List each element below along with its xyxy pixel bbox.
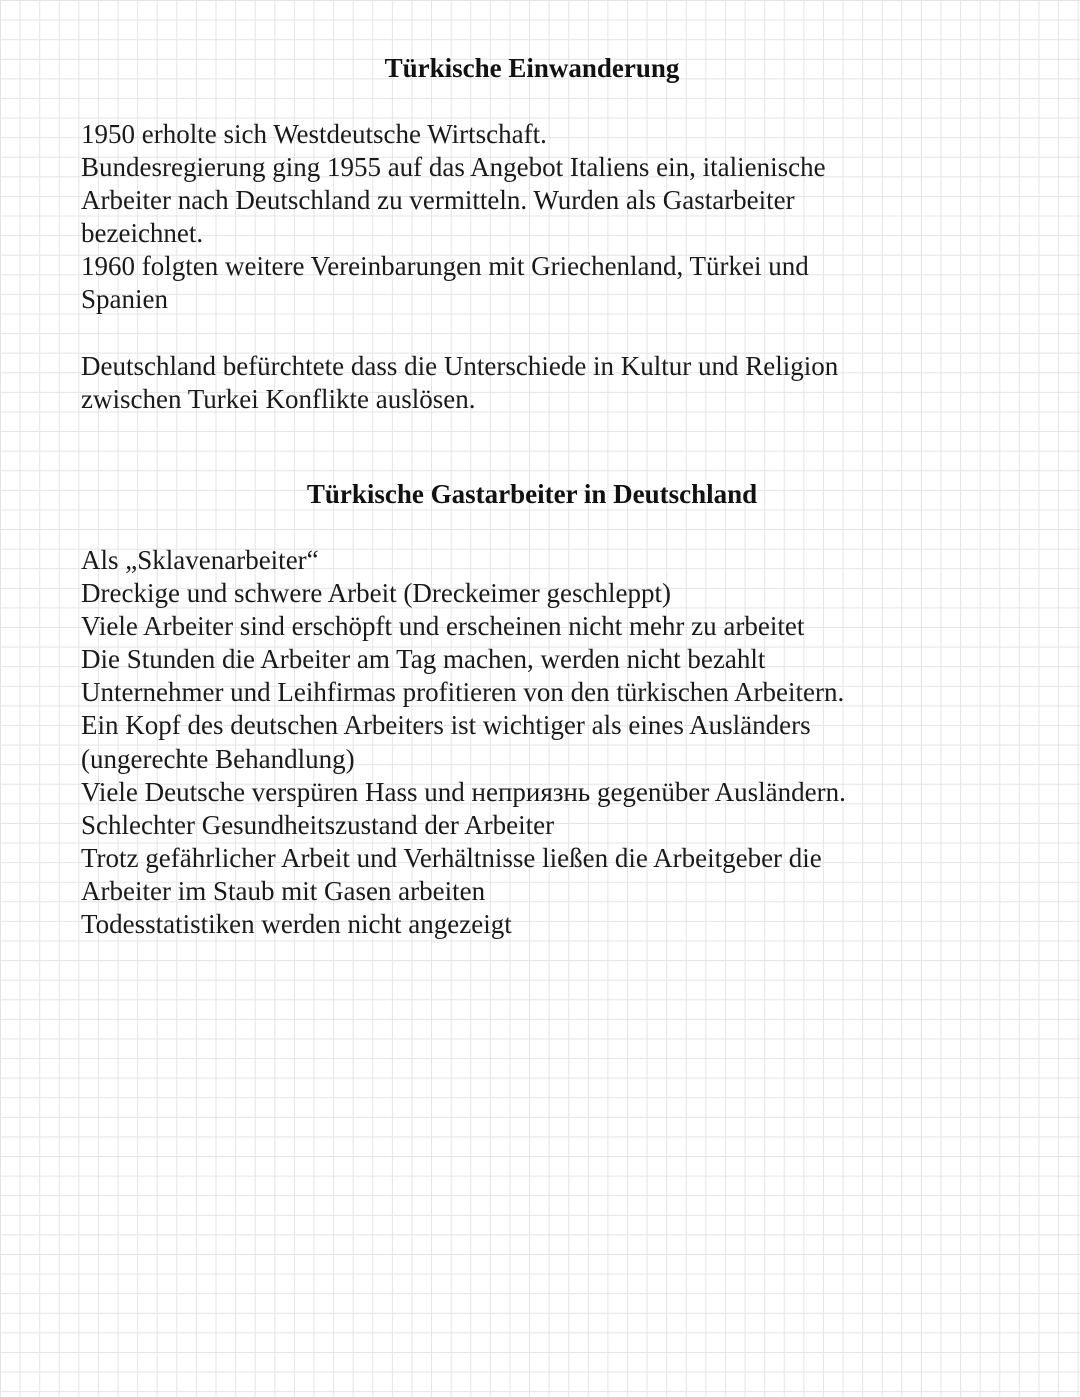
- section-title-gastarbeiter: Türkische Gastarbeiter in Deutschland: [306, 479, 758, 509]
- text-line: Bundesregierung ging 1955 auf das Angebot Italiens ein, italienische: [81, 152, 826, 183]
- text-line: Arbeiter nach Deutschland zu vermitteln. Wurden als Gastarbeiter: [81, 185, 795, 216]
- text-line: Als „Sklavenarbeiter“: [81, 545, 319, 575]
- text-line: 1960 folgten weitere Vereinbarungen mit Griechenland, Türkei und: [81, 251, 809, 282]
- text-line: Viele Arbeiter sind erschöpft und erscheinen nicht mehr zu arbeitet: [81, 611, 805, 642]
- text-line: zwischen Turkei Konflikte auslösen.: [81, 384, 476, 415]
- paragraph-gastarbeiter-list: [81, 544, 1041, 941]
- text-line: Todesstatistiken werden nicht angezeigt: [81, 909, 512, 940]
- section-title-tuerkische-einwanderung: Türkische Einwanderung: [384, 53, 680, 83]
- text-line: Unternehmer und Leihfirmas profitieren von den türkischen Arbeitern.: [81, 677, 845, 708]
- text-line: Ein Kopf des deutschen Arbeiters ist wichtiger als eines Ausländers: [81, 710, 811, 741]
- text-line: bezeichnet.: [81, 218, 204, 249]
- text-line: Schlechter Gesundheitszustand der Arbeiter: [81, 809, 555, 840]
- text-line: 1950 erholte sich Westdeutsche Wirtschaft.: [81, 119, 547, 149]
- text-line: (ungerechte Behandlung): [81, 743, 355, 774]
- text-line: Viele Deutsche verspüren Hass und неприязнь gegenüber Ausländern.: [81, 776, 846, 807]
- paragraph-wirtschaft: [81, 118, 1041, 317]
- paragraph-konflikte: [81, 350, 1041, 416]
- text-line: Die Stunden die Arbeiter am Tag machen, werden nicht bezahlt: [81, 644, 766, 675]
- text-line: Spanien: [81, 284, 168, 315]
- text-line: Dreckige und schwere Arbeit (Dreckeimer geschleppt): [81, 578, 671, 609]
- text-line: Deutschland befürchtete dass die Unterschiede in Kultur und Religion: [81, 351, 839, 381]
- text-line: Arbeiter im Staub mit Gasen arbeiten: [81, 875, 486, 906]
- text-line: Trotz gefährlicher Arbeit und Verhältnisse ließen die Arbeitgeber die: [81, 842, 822, 873]
